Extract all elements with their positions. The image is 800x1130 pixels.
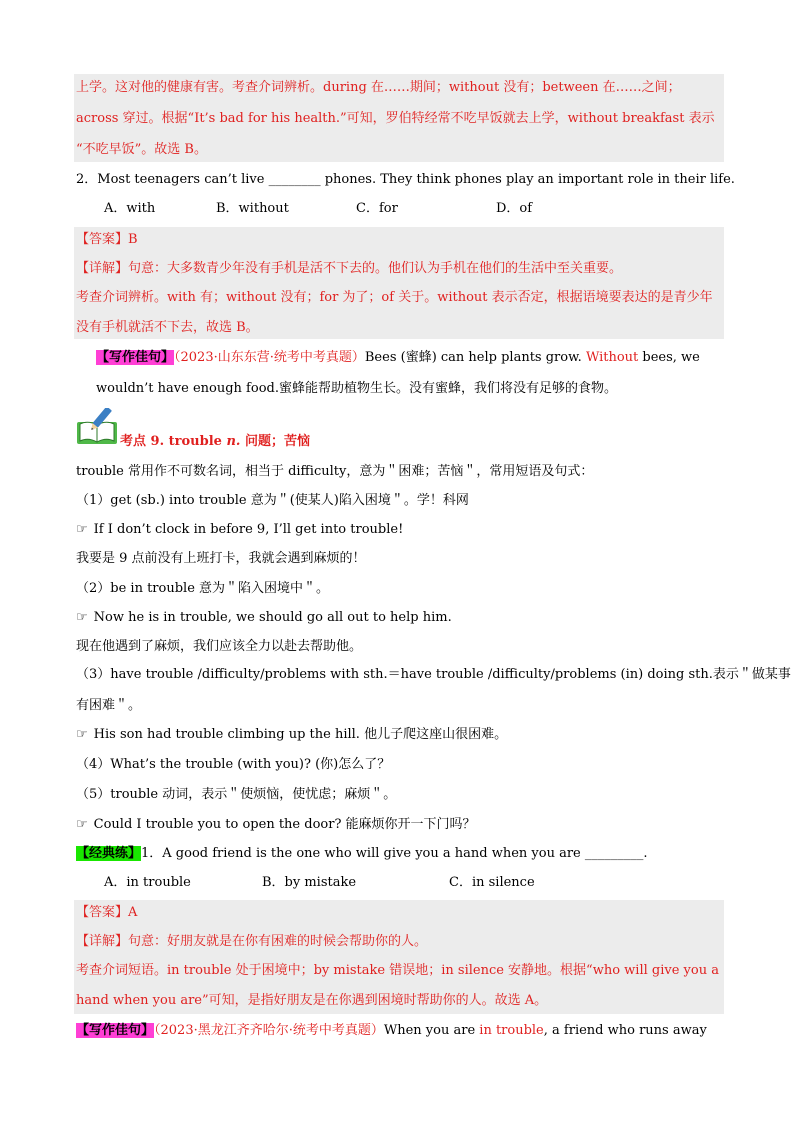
usage-2: （2）be in trouble 意为＂陷入困境中＂。: [76, 581, 330, 596]
question-stem: 2．Most teenagers can’t live ________ phones. They think phones play an important role in their life.: [76, 172, 735, 187]
pointing-hand-icon: ☞: [76, 817, 88, 832]
question-text: 1．A good friend is the one who will give you a hand when you are _________.: [141, 846, 648, 861]
writing-tag: 【写作佳句】: [76, 1023, 155, 1038]
detail-line: hand when you are”可知，是指好朋友是在你遇到困境时帮助你的人。故选 A。: [76, 993, 548, 1008]
example-text: Could I trouble you to open the door? 能麻烦你开一下门吗？: [93, 817, 476, 832]
sentence-text: Bees (蜜蜂) can help plants grow.: [364, 350, 586, 365]
detail-line: 【详解】句意：大多数青少年没有手机是活不下去的。他们认为手机在他们的生活中至关重要。: [76, 261, 623, 276]
option-a: A．with: [104, 201, 156, 216]
source-label: （2023·黑龙江齐齐哈尔·统考中考真题）: [154, 1023, 384, 1038]
example-3: [76, 725, 507, 745]
answer-line: 【答案】A: [76, 905, 138, 920]
title-text: 考点 9. trouble: [120, 434, 227, 449]
example-2-translation: 现在他遇到了麻烦，我们应该全力以赴去帮助他。: [76, 639, 363, 654]
detail-line: 没有手机就活不下去，故选 B。: [76, 320, 259, 335]
detail-line: 上学。这对他的健康有害。考查介词辨析。during 在……期间；without 没有；between 在……之间；: [76, 80, 681, 95]
practice-tag: 【经典练】: [76, 846, 142, 861]
highlight-word: Without: [585, 350, 639, 365]
writing-tag: 【写作佳句】: [96, 350, 175, 365]
usage-4: （4）What’s the trouble (with you)? (你)怎么了？: [76, 757, 391, 772]
sentence-text: , a friend who runs away: [543, 1023, 707, 1038]
example-2: [76, 608, 452, 628]
option-c: C．for: [356, 201, 398, 216]
pointing-hand-icon: ☞: [76, 610, 88, 625]
usage-5: （5）trouble 动词，表示＂使烦恼，使忧虑；麻烦＂。: [76, 787, 397, 802]
part-of-speech: n.: [226, 434, 241, 449]
usage-3: （3）have trouble /difficulty/problems with sth.＝have trouble /difficulty/problems (in) doing sth.表示＂做某事: [76, 667, 791, 682]
detail-line: 【详解】句意：好朋友就是在你有困难的时候会帮助你的人。: [76, 934, 428, 949]
sentence-text: bees, we: [638, 350, 700, 365]
option-c: C．in silence: [449, 875, 535, 890]
usage-3-cont: 有困难＂。: [76, 698, 142, 713]
example-text: His son had trouble climbing up the hill. 他儿子爬这座山很困难。: [93, 727, 508, 742]
usage-1: （1）get (sb.) into trouble 意为＂(使某人)陷入困境＂。学！科网: [76, 493, 469, 508]
option-a: A．in trouble: [104, 875, 191, 890]
title-meaning: 问题；苦恼: [240, 434, 310, 449]
option-d: D．of: [496, 201, 533, 216]
writing-sentence: [96, 348, 700, 368]
intro-text: trouble 常用作不可数名词，相当于 difficulty，意为＂困难；苦恼＂，常用短语及句式：: [76, 464, 594, 479]
example-text: Now he is in trouble, we should go all out to help him.: [93, 610, 452, 625]
option-b: B．by mistake: [262, 875, 357, 890]
highlight-word: in trouble: [479, 1023, 544, 1038]
detail-line: 考查介词辨析。with 有；without 没有；for 为了；of 关于。without 表示否定，根据语境要表达的是青少年: [76, 290, 713, 305]
example-1: [76, 520, 403, 540]
detail-line: “不吃早饭”。故选 B。: [76, 142, 207, 157]
book-pencil-icon: [76, 408, 120, 446]
section-title: [120, 432, 310, 452]
sentence-text: When you are: [383, 1023, 480, 1038]
source-label: （2023·山东东营·统考中考真题）: [174, 350, 365, 365]
example-5: [76, 815, 476, 835]
writing-sentence: [76, 1021, 707, 1041]
option-b: B．without: [216, 201, 289, 216]
detail-line: 考查介词短语。in trouble 处于困境中；by mistake 错误地；in silence 安静地。根据“who will give you a: [76, 963, 719, 978]
example-1-translation: 我要是 9 点前没有上班打卡，我就会遇到麻烦的！: [76, 551, 366, 566]
answer-line: 【答案】B: [76, 232, 138, 247]
pointing-hand-icon: ☞: [76, 727, 88, 742]
detail-line: across 穿过。根据“It’s bad for his health.”可知，罗伯特经常不吃早饭就去上学，without breakfast 表示: [76, 111, 715, 126]
writing-translation: wouldn’t have enough food.蜜蜂能帮助植物生长。没有蜜蜂，我们将没有足够的食物。: [96, 381, 617, 396]
example-text: If I don’t clock in before 9, I’ll get into trouble!: [93, 522, 404, 537]
pointing-hand-icon: ☞: [76, 522, 88, 537]
practice-stem: [76, 844, 648, 864]
